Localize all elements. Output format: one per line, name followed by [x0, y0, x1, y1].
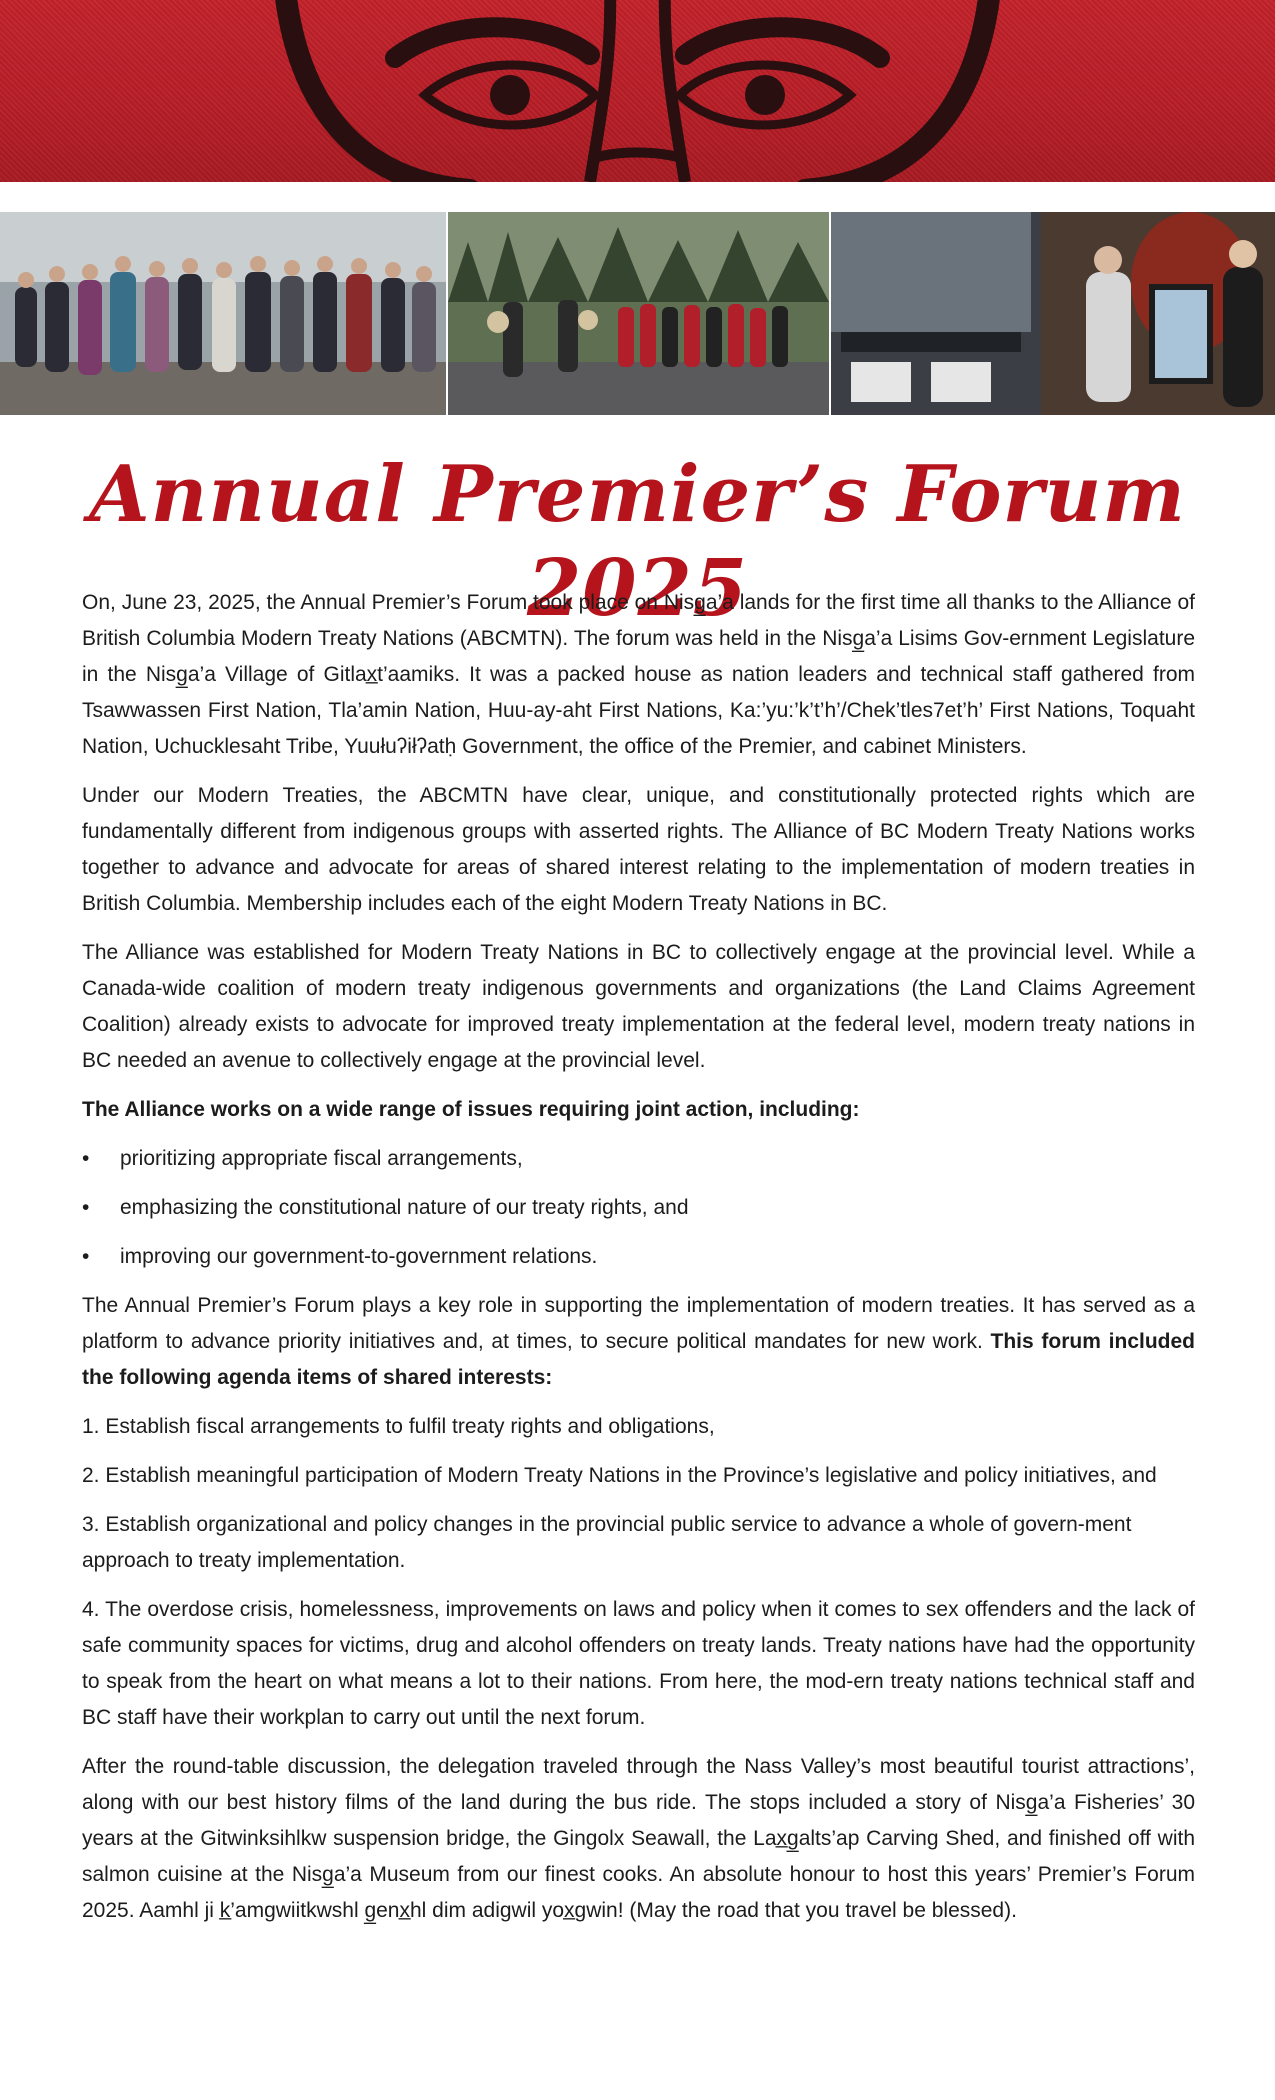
alliance-paragraph: The Alliance was established for Modern Treaty Nations in BC to collectively engage at the provincial level. While a Canada-wide coalition of modern treaty indigenous governments and organizations (the Land Claims Agreement Coalition) already exists to advocate for improved treaty implementation at the federal level, modern treaty nations in BC needed an avenue to collectively engage at the provincial level.: [82, 941, 1195, 1072]
group-photo: [0, 212, 446, 415]
issues-list: [82, 1141, 1195, 1275]
ceremony-photo-icon: [448, 212, 829, 415]
presentation-photo-icon: [831, 212, 1275, 415]
ceremony-photo: [448, 212, 829, 415]
issues-heading: The Alliance works on a wide range of issues requiring joint action, including:: [82, 1098, 860, 1121]
bullet-icon: •: [82, 1196, 90, 1219]
bullet-icon: •: [82, 1147, 90, 1170]
list-item: • emphasizing the constitutional nature of our treaty rights, and: [82, 1190, 1195, 1226]
carved-face-mask-icon: [0, 0, 1275, 182]
presentation-photo: [831, 212, 1275, 415]
agenda-item: 3. Establish organizational and policy changes in the provincial public service to advance a whole of govern-ment approach to treaty implementation.: [82, 1513, 1132, 1572]
forum-role-paragraph: The Annual Premier’s Forum plays a key role in supporting the implementation of modern treaties. It has served as a platform to advance priority initiatives and, at times, to secure political mandates for new work. This forum included the following agenda items of shared interests:: [82, 1294, 1195, 1389]
intro-paragraph: On, June 23, 2025, the Annual Premier’s Forum took place on Nisg̲a’a lands for the first time all thanks to the Alliance of British Columbia Modern Treaty Nations (ABCMTN). The forum was held in the Nisg̲a’a Lisims Gov-ernment Legislature in the Nisg̲a’a Village of Gitlax̲t’aamiks. It was a packed house as nation leaders and technical staff gathered from Tsawwassen First Nation, Tla’amin Nation, Huu-ay-aht First Nations, Ka:’yu:’k’t’h’/Chek’tles7et’h’ First Nations, Toquaht Nation, Uchucklesaht Tribe, Yuułuʔiłʔatḥ Government, the office of the Premier, and cabinet Ministers.: [82, 591, 1195, 758]
page-title: Annual Premier’s Forum 2025: [89, 449, 1186, 634]
list-item: • improving our government-to-government relations.: [82, 1239, 1195, 1275]
article-body: [82, 585, 1195, 1942]
photo-strip: [0, 212, 1275, 415]
agenda-item: 1. Establish fiscal arrangements to fulfil treaty rights and obligations,: [82, 1415, 715, 1438]
agenda-item: 4. The overdose crisis, homelessness, improvements on laws and policy when it comes to sex offenders and the lack of safe community spaces for victims, drug and alcohol offenders on treaty lands. Treaty nations have had the opportunity to speak from the heart on what means a lot to their nations. From here, the mod-ern treaty nations technical staff and BC staff have their workplan to carry out until the next forum.: [82, 1598, 1195, 1729]
agenda-heading: This forum included the following agenda items of shared interests:: [82, 1330, 1195, 1389]
list-item: • prioritizing appropriate fiscal arrangements,: [82, 1141, 1195, 1177]
modern-treaties-paragraph: Under our Modern Treaties, the ABCMTN have clear, unique, and constitutionally protected rights which are fundamentally different from indigenous groups with asserted rights. The Alliance of BC Modern Treaty Nations works together to advance and advocate for areas of shared interest relating to the implementation of modern treaties in British Columbia. Membership includes each of the eight Modern Treaty Nations in BC.: [82, 784, 1195, 915]
header-banner: [0, 0, 1275, 182]
closing-paragraph: After the round-table discussion, the delegation traveled through the Nass Valley’s most beautiful tourist attractions’, along with our best history films of the land during the bus ride. The stops included a story of Nisg̲a’a Fisheries’ 30 years at the Gitwinksihlkw suspension bridge, the Gingolx Seawall, the Lax̲g̲alts’ap Carving Shed, and finished off with salmon cuisine at the Nisg̲a’a Museum from our finest cooks. An absolute honour to host this years’ Premier’s Forum 2025. Aamhl ji k̲’amgwiitkwshl g̲enx̲hl dim adigwil yox̲gwin! (May the road that you travel be blessed).: [82, 1755, 1195, 1922]
group-photo-icon: [0, 212, 446, 415]
bullet-icon: •: [82, 1245, 90, 1268]
agenda-item: 2. Establish meaningful participation of Modern Treaty Nations in the Province’s legislative and policy initiatives, and: [82, 1464, 1157, 1487]
